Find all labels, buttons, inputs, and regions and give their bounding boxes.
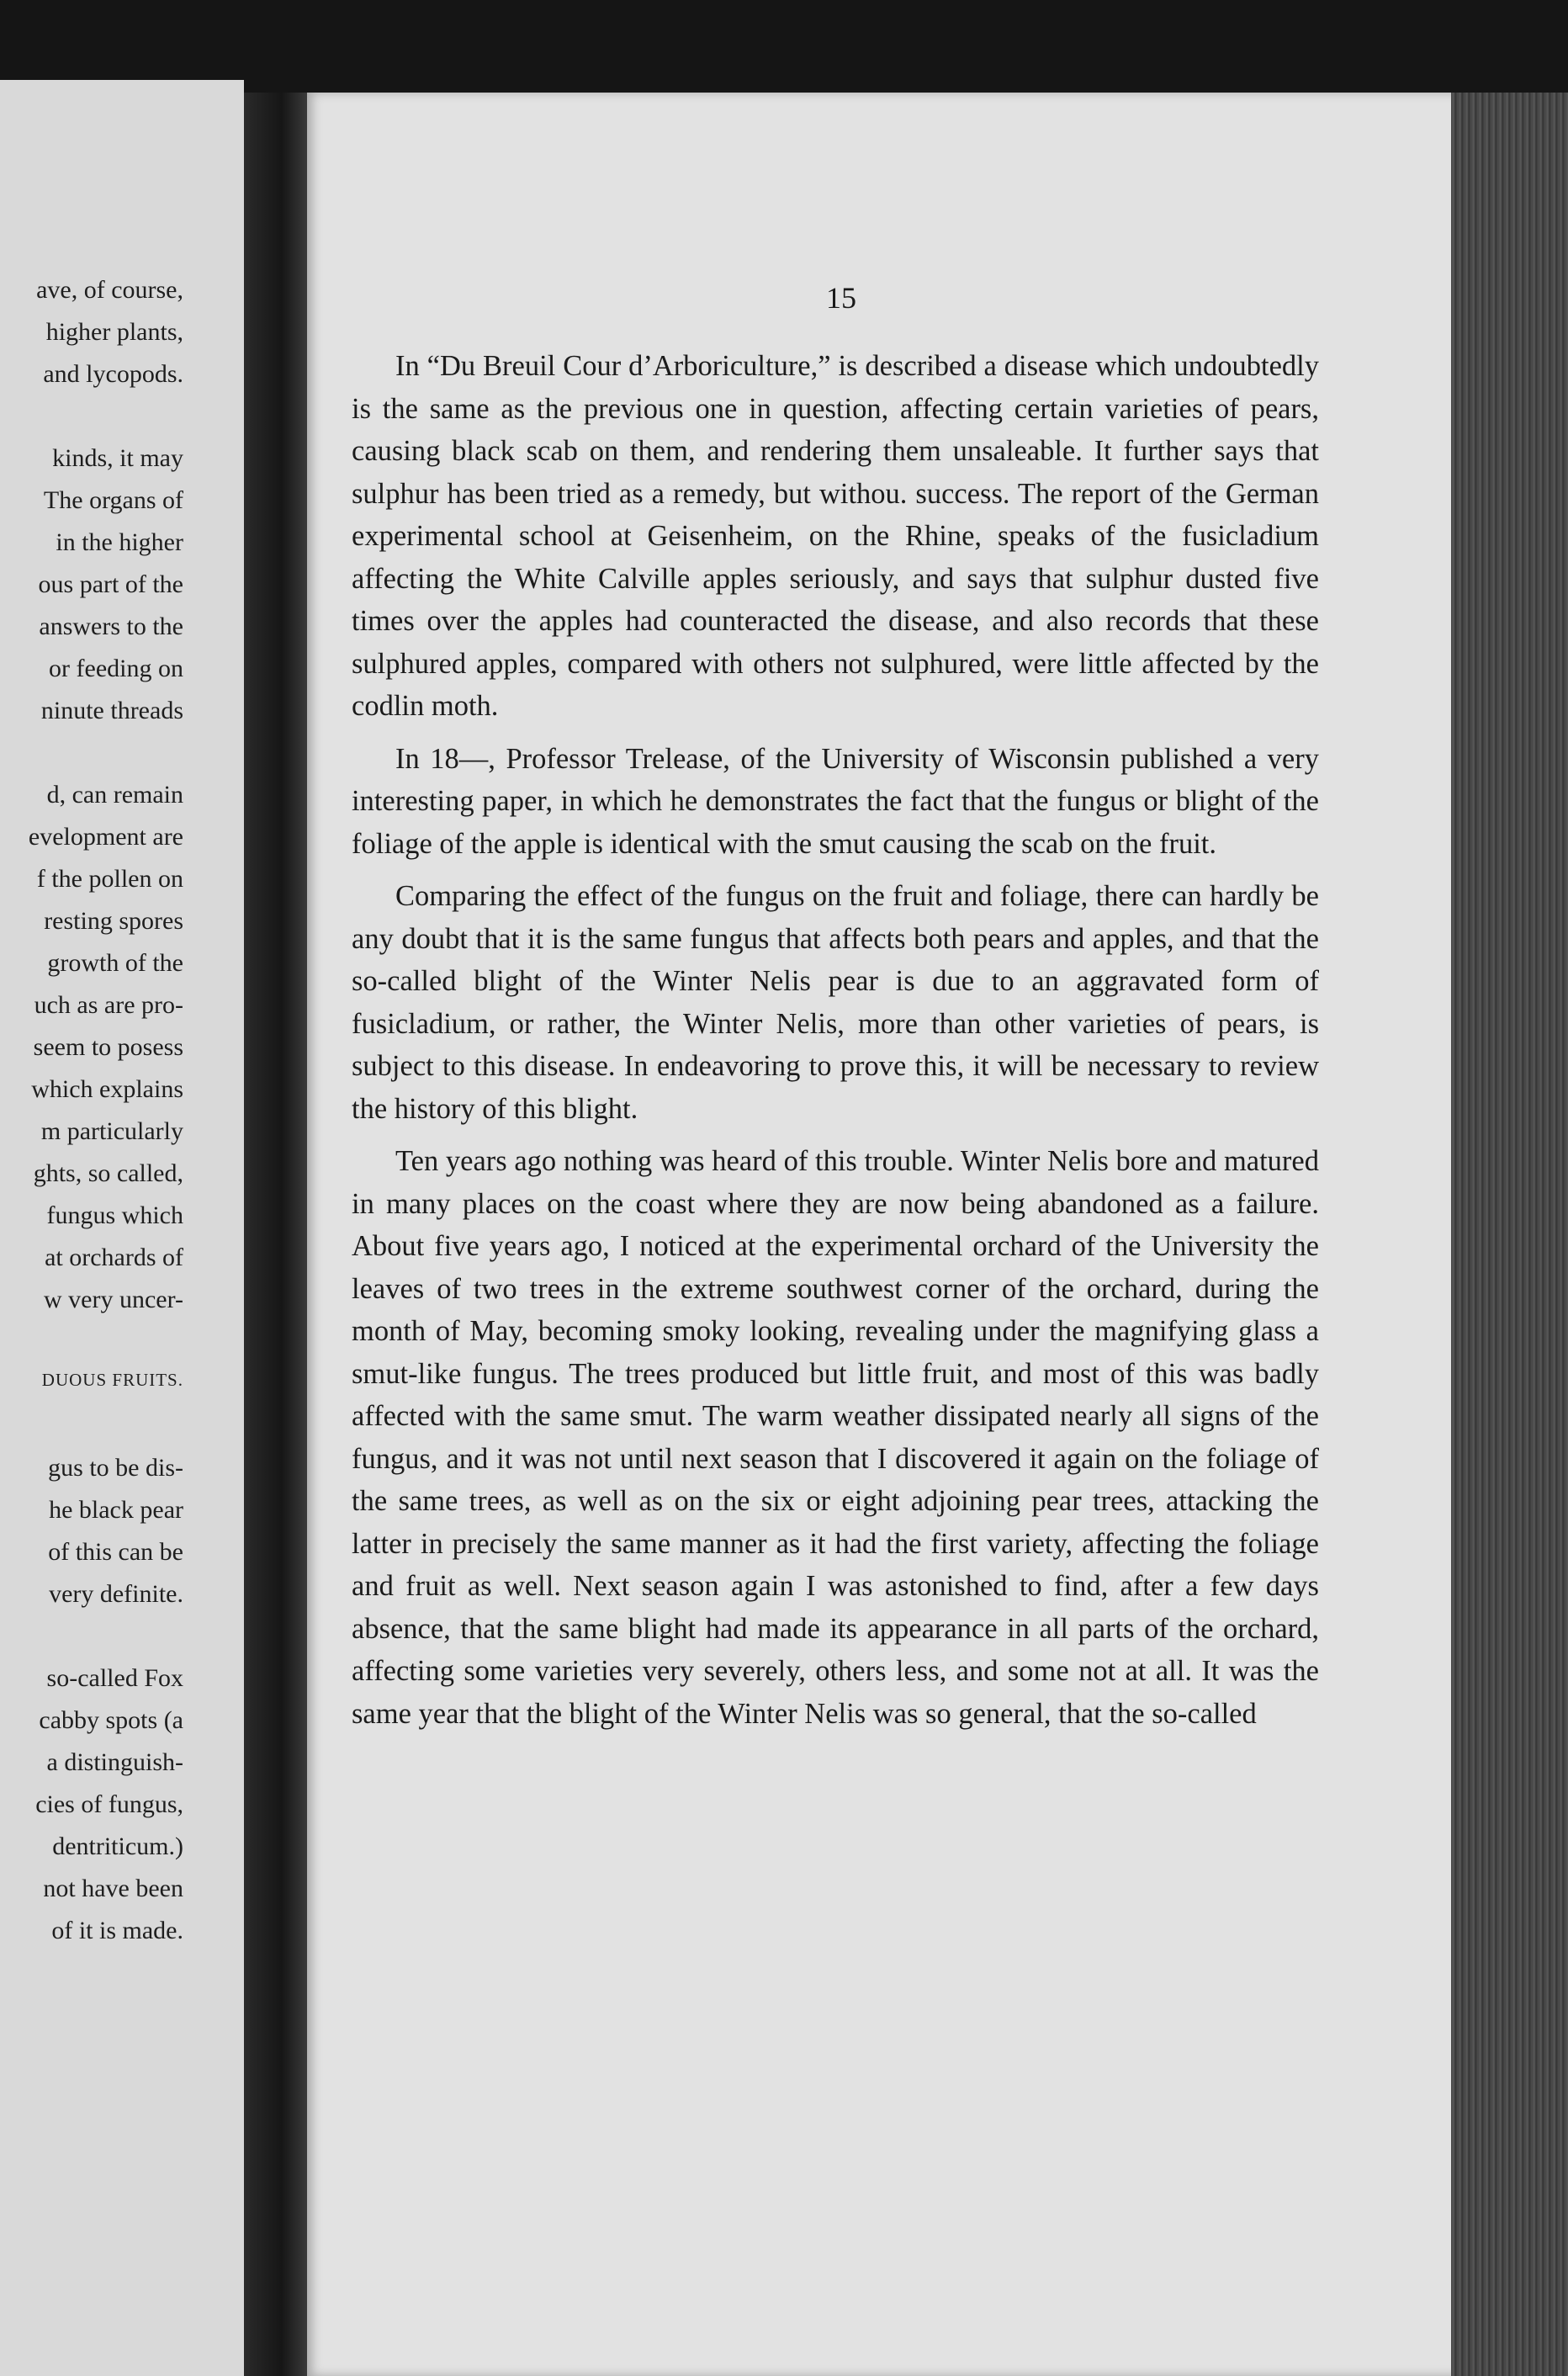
facing-page-left [0, 80, 244, 2376]
left-page-line: seem to posess [33, 1033, 183, 1061]
left-page-line: kinds, it may [52, 444, 183, 472]
left-page-line: which explains [31, 1075, 183, 1103]
left-page-line: The organs of [43, 486, 183, 514]
left-page-line: growth of the [47, 949, 183, 977]
left-page-line: ave, of course, [36, 276, 183, 304]
left-page-line: gus to be dis- [48, 1454, 183, 1482]
left-page-line: very definite. [49, 1580, 183, 1608]
paragraph: Comparing the effect of the fungus on the fruit and foliage, there can hardly be any doubt that it is the same fungus that affects both pears and apples, and that the so-called blight of the Winter Nelis pear is due to an aggravated form of fusicladium, or rather, the Winter Nelis, more than other varieties of pears, is subject to this disease. In endeavoring to prove this, it will be necessary to review the history of this blight. [352, 880, 1319, 1125]
left-page-line: ninute threads [40, 697, 183, 724]
left-page-line: so-called Fox [46, 1664, 183, 1692]
left-page-line: a distinguish- [46, 1748, 183, 1776]
left-page-line: ghts, so called, [33, 1159, 183, 1187]
paragraph: In 18—, Professor Trelease, of the University of Wisconsin published a very interesting paper, in which he demonstrates the fact that the fungus or blight of the foliage of the apple is identical with the smut causing the scab on the fruit. [352, 742, 1319, 860]
left-page-line: ous part of the [38, 570, 183, 598]
paragraph: In “Du Breuil Cour d’Arboriculture,” is described a disease which undoubtedly is the same as the previous one in question, affecting certain varieties of pears, causing black scab on them, and rendering them unsaleable. It further says that sulphur has been tried as a remedy, but withou. success. The report of the German experimental school at Geisenheim, on the Rhine, speaks of the fusicladium affecting the White Calville apples seriously, and says that sulphur dusted five times over the apples had counteracted the disease, and also records that these sulphured apples, compared with others not sulphured, were little affected by the codlin moth. [352, 350, 1319, 722]
left-page-line: evelopment are [28, 823, 183, 851]
left-page-line: of this can be [48, 1538, 183, 1566]
left-page-line: or feeding on [49, 655, 183, 682]
left-page-line: he black pear [49, 1496, 183, 1524]
left-page-line: resting spores [44, 907, 183, 935]
left-page-line: answers to the [39, 613, 183, 640]
left-page-line: cies of fungus, [35, 1790, 183, 1818]
left-page-line: at orchards of [45, 1244, 183, 1271]
left-page-line: d, can remain [46, 781, 183, 809]
left-page-line: not have been [43, 1875, 183, 1902]
left-page-line: m particularly [40, 1117, 183, 1145]
left-page-line: dentriticum.) [52, 1832, 183, 1860]
left-page-line: uch as are pro- [34, 991, 183, 1019]
left-page-line: higher plants, [45, 318, 183, 346]
page-number: 15 [826, 281, 856, 315]
left-page-heading: DUOUS FRUITS. [41, 1370, 183, 1390]
left-page-line: in the higher [56, 528, 183, 556]
page-body [352, 345, 1319, 1745]
left-page-line: fungus which [46, 1201, 183, 1229]
left-page-line: cabby spots (a [39, 1706, 183, 1734]
book-gutter [244, 93, 307, 2376]
left-page-line: w very uncer- [44, 1286, 183, 1313]
left-page-line: of it is made. [51, 1917, 183, 1944]
left-page-line: and lycopods. [43, 360, 183, 388]
page-edges [1451, 93, 1568, 2376]
paragraph: Ten years ago nothing was heard of this trouble. Winter Nelis bore and matured in many places on the coast where they are now being abandoned as a failure. About five years ago, I noticed at the experimental orchard of the University the leaves of two trees in the extreme southwest corner of the orchard, during the month of May, becoming smoky looking, revealing under the magnifying glass a smut-like fungus. The trees produced but little fruit, and most of this was badly affected with the same smut. The warm weather dissipated nearly all signs of the fungus, and it was not until next season that I discovered it again on the foliage of the same trees, as well as on the six or eight adjoining pear trees, attacking the latter in precisely the same manner as it had the first variety, affecting the foliage and fruit as well. Next season again I was astonished to find, after a few days absence, that the same blight had made its appearance in all parts of the orchard, affecting some varieties very severely, others less, and some not at all. It was the same year that the blight of the Winter Nelis was so general, that the so-called [352, 1145, 1319, 1730]
left-page-line: f the pollen on [36, 865, 183, 893]
